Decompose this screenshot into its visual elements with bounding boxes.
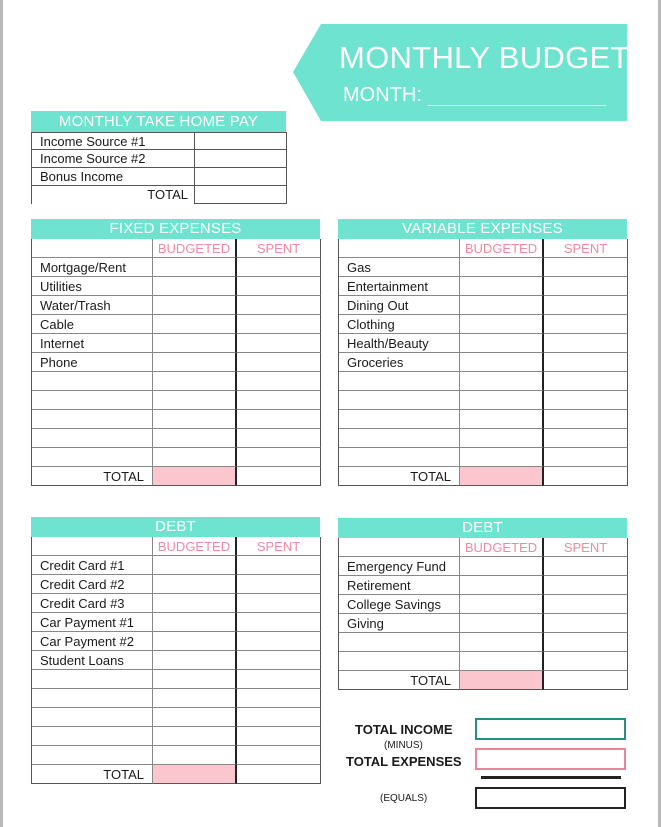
variable-row-budgeted-cell[interactable] <box>460 315 544 334</box>
take-home-pay-table <box>31 111 286 204</box>
debt-row-label[interactable]: Credit Card #1 <box>32 556 153 575</box>
fixed-row-spent-cell[interactable] <box>237 258 321 277</box>
debt-row-spent-cell[interactable] <box>237 727 321 746</box>
savings-total-label: TOTAL <box>339 671 460 690</box>
income-label: Income Source #1 <box>32 132 195 150</box>
variable-row-label <box>339 448 460 467</box>
savings-row-label <box>339 652 460 671</box>
variable-col-blank <box>339 239 460 258</box>
take-home-pay-grid <box>31 132 286 204</box>
debt-grid <box>31 537 320 784</box>
savings-row-spent-cell[interactable] <box>544 633 628 652</box>
fixed-row-label[interactable]: Internet <box>32 334 153 353</box>
debt-row-label <box>32 708 153 727</box>
savings-row-budgeted-cell[interactable] <box>460 614 544 633</box>
variable-row-label <box>339 372 460 391</box>
fixed-row-budgeted-cell[interactable] <box>153 334 237 353</box>
savings-total-budgeted-cell[interactable] <box>460 671 544 690</box>
variable-row-spent-cell[interactable] <box>544 391 628 410</box>
variable-row-budgeted-cell[interactable] <box>460 410 544 429</box>
total-expenses-box[interactable] <box>475 748 626 770</box>
fixed-row-spent-cell[interactable] <box>237 296 321 315</box>
variable-row-budgeted-cell[interactable] <box>460 391 544 410</box>
debt-row-label[interactable]: Credit Card #2 <box>32 575 153 594</box>
total-income-label: TOTAL INCOME <box>355 722 453 737</box>
variable-row-spent-cell[interactable] <box>544 372 628 391</box>
debt-row-budgeted-cell[interactable] <box>153 594 237 613</box>
title-banner <box>293 24 630 121</box>
variable-col-spent: SPENT <box>544 239 628 258</box>
savings-col-budgeted: BUDGETED <box>460 538 544 557</box>
fixed-row-budgeted-cell[interactable] <box>153 372 237 391</box>
fixed-col-budgeted: BUDGETED <box>153 239 237 258</box>
fixed-row-spent-cell[interactable] <box>237 391 321 410</box>
variable-expenses-table <box>338 219 627 486</box>
variable-row-spent-cell[interactable] <box>544 334 628 353</box>
month-input-line[interactable] <box>428 105 606 106</box>
total-expenses-label: TOTAL EXPENSES <box>346 754 462 769</box>
income-amount-cell[interactable] <box>195 168 287 186</box>
fixed-row-budgeted-cell[interactable] <box>153 448 237 467</box>
fixed-row-spent-cell[interactable] <box>237 315 321 334</box>
variable-row-spent-cell[interactable] <box>544 429 628 448</box>
page-edge-left <box>0 0 3 827</box>
page-title: MONTHLY BUDGET <box>339 40 630 75</box>
fixed-row-spent-cell[interactable] <box>237 277 321 296</box>
fixed-total-spent-cell[interactable] <box>237 467 321 486</box>
variable-row-budgeted-cell[interactable] <box>460 372 544 391</box>
savings-row-label[interactable]: Emergency Fund <box>339 557 460 576</box>
debt-row-label <box>32 670 153 689</box>
fixed-row-budgeted-cell[interactable] <box>153 391 237 410</box>
savings-row-spent-cell[interactable] <box>544 557 628 576</box>
variable-row-label[interactable]: Gas <box>339 258 460 277</box>
debt-table <box>31 517 320 784</box>
income-label: Income Source #2 <box>32 150 195 168</box>
debt-row-spent-cell[interactable] <box>237 746 321 765</box>
variable-row-budgeted-cell[interactable] <box>460 448 544 467</box>
debt-row-label <box>32 746 153 765</box>
fixed-row-budgeted-cell[interactable] <box>153 258 237 277</box>
fixed-row-spent-cell[interactable] <box>237 372 321 391</box>
variable-row-label[interactable]: Clothing <box>339 315 460 334</box>
variable-row-label <box>339 429 460 448</box>
savings-row-label[interactable]: College Savings <box>339 595 460 614</box>
debt-row-spent-cell[interactable] <box>237 708 321 727</box>
fixed-row-label <box>32 391 153 410</box>
savings-row-budgeted-cell[interactable] <box>460 576 544 595</box>
fixed-row-label[interactable]: Water/Trash <box>32 296 153 315</box>
savings-row-spent-cell[interactable] <box>544 614 628 633</box>
variable-row-budgeted-cell[interactable] <box>460 296 544 315</box>
variable-row-label <box>339 410 460 429</box>
debt-row-budgeted-cell[interactable] <box>153 670 237 689</box>
variable-total-label: TOTAL <box>339 467 460 486</box>
fixed-row-label[interactable]: Phone <box>32 353 153 372</box>
variable-expenses-grid <box>338 239 627 486</box>
income-total-cell[interactable] <box>195 186 287 204</box>
debt-row-budgeted-cell[interactable] <box>153 708 237 727</box>
debt-row-budgeted-cell[interactable] <box>153 689 237 708</box>
debt-row-spent-cell[interactable] <box>237 632 321 651</box>
variable-row-spent-cell[interactable] <box>544 277 628 296</box>
income-total-label: TOTAL <box>32 186 195 204</box>
variable-row-budgeted-cell[interactable] <box>460 258 544 277</box>
fixed-row-label <box>32 410 153 429</box>
minus-label: (MINUS) <box>384 740 423 751</box>
savings-header: DEBT <box>338 518 627 538</box>
fixed-row-spent-cell[interactable] <box>237 334 321 353</box>
debt-row-budgeted-cell[interactable] <box>153 727 237 746</box>
fixed-expenses-grid <box>31 239 320 486</box>
savings-row-spent-cell[interactable] <box>544 576 628 595</box>
savings-table <box>338 518 627 690</box>
savings-row-budgeted-cell[interactable] <box>460 557 544 576</box>
fixed-col-blank <box>32 239 153 258</box>
variable-row-spent-cell[interactable] <box>544 315 628 334</box>
debt-col-budgeted: BUDGETED <box>153 537 237 556</box>
total-income-box[interactable] <box>475 718 626 740</box>
debt-total-label: TOTAL <box>32 765 153 784</box>
debt-row-spent-cell[interactable] <box>237 670 321 689</box>
variable-row-budgeted-cell[interactable] <box>460 429 544 448</box>
variable-row-spent-cell[interactable] <box>544 448 628 467</box>
savings-col-blank <box>339 538 460 557</box>
fixed-expenses-header: FIXED EXPENSES <box>31 219 320 239</box>
fixed-expenses-table <box>31 219 320 486</box>
variable-total-budgeted-cell[interactable] <box>460 467 544 486</box>
variable-col-budgeted: BUDGETED <box>460 239 544 258</box>
savings-row-label[interactable]: Retirement <box>339 576 460 595</box>
debt-row-budgeted-cell[interactable] <box>153 556 237 575</box>
fixed-row-spent-cell[interactable] <box>237 410 321 429</box>
debt-row-spent-cell[interactable] <box>237 556 321 575</box>
fixed-total-budgeted-cell[interactable] <box>153 467 237 486</box>
variable-expenses-header: VARIABLE EXPENSES <box>338 219 627 239</box>
income-amount-cell[interactable] <box>195 150 287 168</box>
variable-row-budgeted-cell[interactable] <box>460 277 544 296</box>
debt-total-budgeted-cell[interactable] <box>153 765 237 784</box>
fixed-row-spent-cell[interactable] <box>237 429 321 448</box>
debt-row-label[interactable]: Car Payment #2 <box>32 632 153 651</box>
fixed-total-label: TOTAL <box>32 467 153 486</box>
fixed-row-label <box>32 372 153 391</box>
debt-row-budgeted-cell[interactable] <box>153 632 237 651</box>
fixed-row-label[interactable]: Utilities <box>32 277 153 296</box>
savings-row-budgeted-cell[interactable] <box>460 595 544 614</box>
debt-header: DEBT <box>31 517 320 537</box>
take-home-pay-header: MONTHLY TAKE HOME PAY <box>31 111 286 132</box>
month-label: MONTH: <box>343 84 422 106</box>
savings-row-budgeted-cell[interactable] <box>460 652 544 671</box>
fixed-row-label <box>32 429 153 448</box>
savings-row-label <box>339 633 460 652</box>
debt-row-label[interactable]: Car Payment #1 <box>32 613 153 632</box>
debt-col-spent: SPENT <box>237 537 321 556</box>
income-label: Bonus Income <box>32 168 195 186</box>
savings-grid <box>338 538 627 690</box>
fixed-col-spent: SPENT <box>237 239 321 258</box>
variable-row-label <box>339 391 460 410</box>
debt-row-label[interactable]: Credit Card #3 <box>32 594 153 613</box>
debt-row-spent-cell[interactable] <box>237 575 321 594</box>
fixed-row-spent-cell[interactable] <box>237 448 321 467</box>
debt-row-spent-cell[interactable] <box>237 594 321 613</box>
savings-total-spent-cell[interactable] <box>544 671 628 690</box>
savings-row-spent-cell[interactable] <box>544 652 628 671</box>
debt-row-budgeted-cell[interactable] <box>153 651 237 670</box>
debt-row-spent-cell[interactable] <box>237 613 321 632</box>
savings-row-label[interactable]: Giving <box>339 614 460 633</box>
fixed-row-budgeted-cell[interactable] <box>153 429 237 448</box>
fixed-row-budgeted-cell[interactable] <box>153 296 237 315</box>
variable-row-spent-cell[interactable] <box>544 258 628 277</box>
debt-col-blank <box>32 537 153 556</box>
net-result-box[interactable] <box>475 787 626 809</box>
variable-row-spent-cell[interactable] <box>544 353 628 372</box>
fixed-row-budgeted-cell[interactable] <box>153 315 237 334</box>
variable-row-spent-cell[interactable] <box>544 410 628 429</box>
variable-row-budgeted-cell[interactable] <box>460 353 544 372</box>
variable-row-budgeted-cell[interactable] <box>460 334 544 353</box>
variable-row-spent-cell[interactable] <box>544 296 628 315</box>
debt-row-budgeted-cell[interactable] <box>153 613 237 632</box>
fixed-row-budgeted-cell[interactable] <box>153 353 237 372</box>
equals-label: (EQUALS) <box>380 793 428 804</box>
variable-row-label[interactable]: Entertainment <box>339 277 460 296</box>
fixed-row-budgeted-cell[interactable] <box>153 410 237 429</box>
equals-rule <box>481 776 621 779</box>
fixed-row-label[interactable]: Cable <box>32 315 153 334</box>
debt-total-spent-cell[interactable] <box>237 765 321 784</box>
debt-row-label[interactable]: Student Loans <box>32 651 153 670</box>
debt-row-spent-cell[interactable] <box>237 689 321 708</box>
debt-row-budgeted-cell[interactable] <box>153 746 237 765</box>
debt-row-spent-cell[interactable] <box>237 651 321 670</box>
variable-row-label[interactable]: Health/Beauty <box>339 334 460 353</box>
fixed-row-label <box>32 448 153 467</box>
savings-row-spent-cell[interactable] <box>544 595 628 614</box>
debt-row-label <box>32 727 153 746</box>
variable-total-spent-cell[interactable] <box>544 467 628 486</box>
variable-row-label[interactable]: Dining Out <box>339 296 460 315</box>
savings-row-budgeted-cell[interactable] <box>460 633 544 652</box>
fixed-row-spent-cell[interactable] <box>237 353 321 372</box>
debt-row-label <box>32 689 153 708</box>
variable-row-label[interactable]: Groceries <box>339 353 460 372</box>
savings-col-spent: SPENT <box>544 538 628 557</box>
income-amount-cell[interactable] <box>195 132 287 150</box>
debt-row-budgeted-cell[interactable] <box>153 575 237 594</box>
fixed-row-budgeted-cell[interactable] <box>153 277 237 296</box>
fixed-row-label[interactable]: Mortgage/Rent <box>32 258 153 277</box>
